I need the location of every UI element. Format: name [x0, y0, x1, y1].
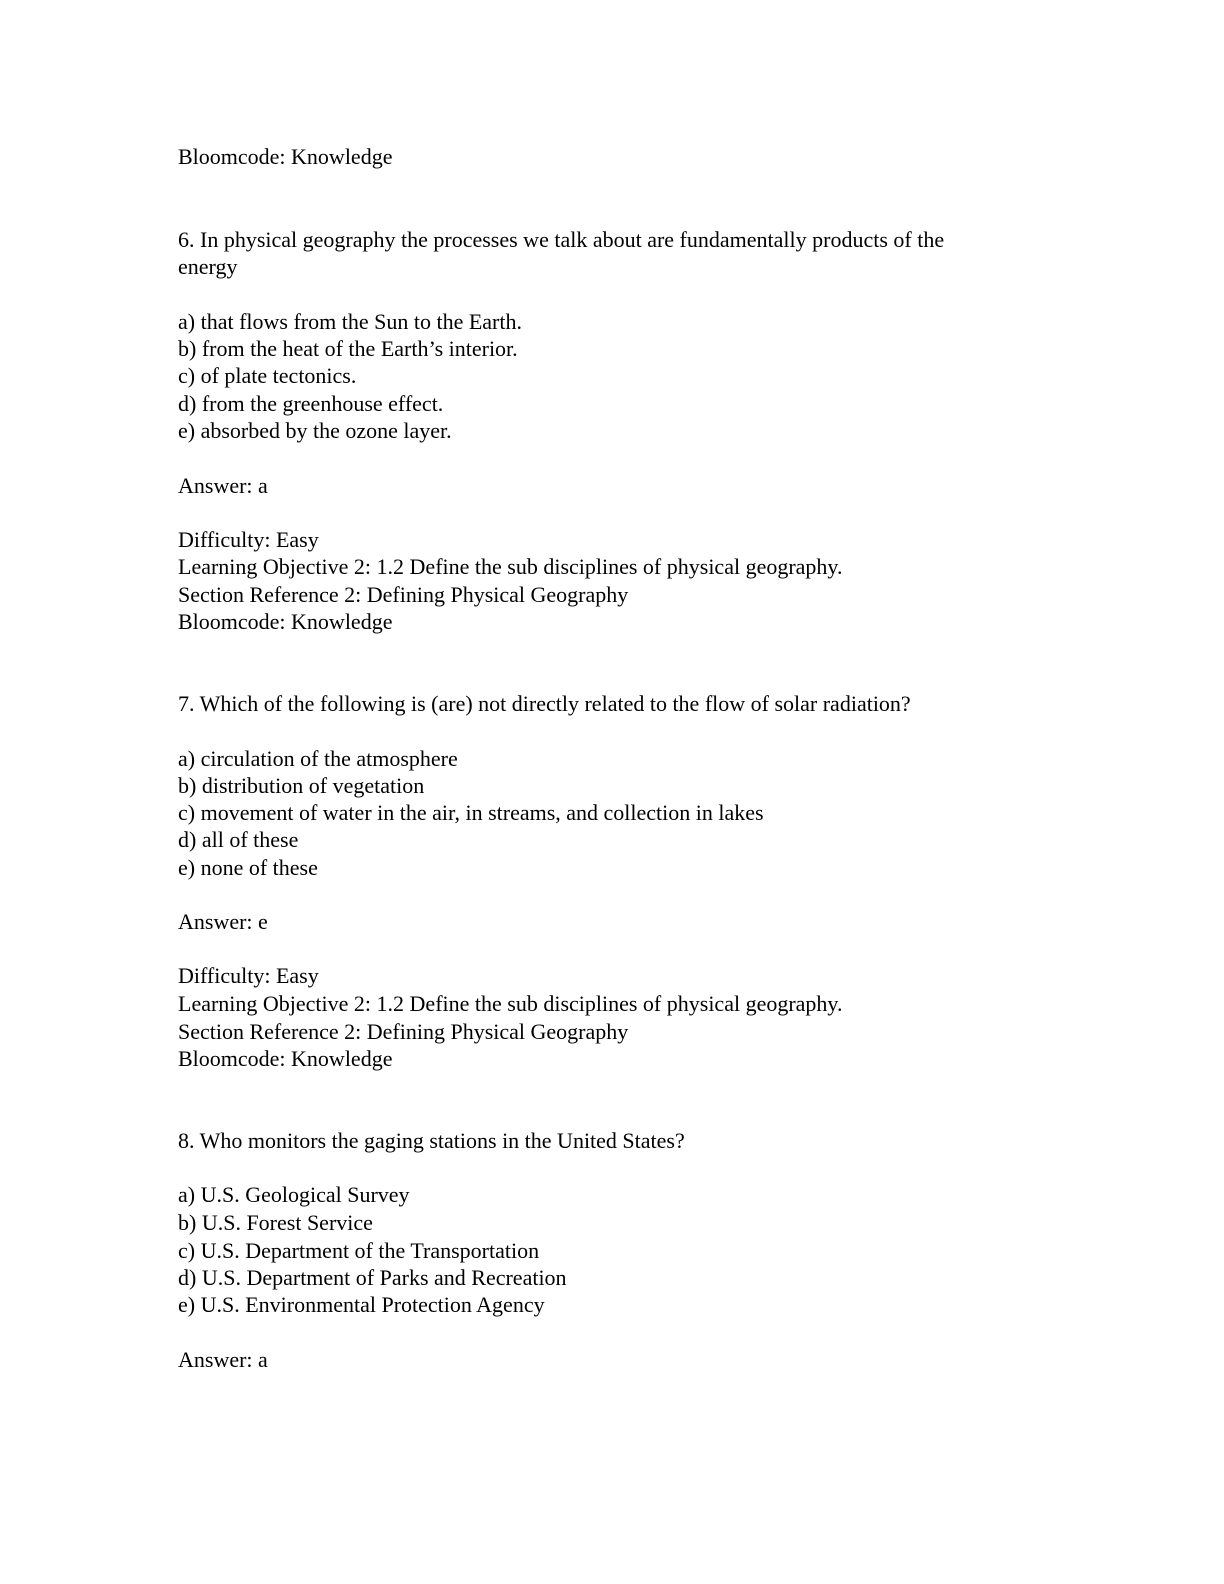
question-8-option-d: d) U.S. Department of Parks and Recreation: [178, 1265, 567, 1290]
question-7-option-e: e) none of these: [178, 855, 318, 880]
question-7-section-reference: Section Reference 2: Defining Physical Geography: [178, 1019, 629, 1044]
question-6-text-continued: energy: [178, 254, 238, 279]
question-8-option-c: c) U.S. Department of the Transportation: [178, 1238, 540, 1263]
question-7-option-a: a) circulation of the atmosphere: [178, 746, 458, 771]
question-6-option-b: b) from the heat of the Earth’s interior.: [178, 336, 518, 361]
question-7-difficulty: Difficulty: Easy: [178, 963, 319, 988]
question-6-text: 6. In physical geography the processes we talk about are fundamentally products of the: [178, 227, 945, 252]
question-6-option-a: a) that flows from the Sun to the Earth.: [178, 309, 522, 334]
question-7-bloomcode: Bloomcode: Knowledge: [178, 1046, 393, 1071]
question-6-answer: Answer: a: [178, 473, 268, 498]
question-6-option-d: d) from the greenhouse effect.: [178, 391, 444, 416]
question-7-option-c: c) movement of water in the air, in streams, and collection in lakes: [178, 800, 764, 825]
question-8-answer: Answer: a: [178, 1347, 268, 1372]
question-8-option-a: a) U.S. Geological Survey: [178, 1182, 410, 1207]
question-8-option-e: e) U.S. Environmental Protection Agency: [178, 1292, 545, 1317]
question-6-section-reference: Section Reference 2: Defining Physical Geography: [178, 582, 629, 607]
question-6-option-e: e) absorbed by the ozone layer.: [178, 418, 452, 443]
question-8-option-b: b) U.S. Forest Service: [178, 1210, 373, 1235]
question-8-text: 8. Who monitors the gaging stations in the United States?: [178, 1128, 685, 1153]
question-6-option-c: c) of plate tectonics.: [178, 363, 357, 388]
question-7-learning-objective: Learning Objective 2: 1.2 Define the sub disciplines of physical geography.: [178, 991, 843, 1016]
question-6-learning-objective: Learning Objective 2: 1.2 Define the sub disciplines of physical geography.: [178, 554, 843, 579]
question-7-option-b: b) distribution of vegetation: [178, 773, 425, 798]
question-7-text: 7. Which of the following is (are) not directly related to the flow of solar radiation?: [178, 691, 911, 716]
bloomcode-line: Bloomcode: Knowledge: [178, 144, 393, 169]
question-6-bloomcode: Bloomcode: Knowledge: [178, 609, 393, 634]
question-7-answer: Answer: e: [178, 909, 268, 934]
question-6-difficulty: Difficulty: Easy: [178, 527, 319, 552]
question-7-option-d: d) all of these: [178, 827, 299, 852]
